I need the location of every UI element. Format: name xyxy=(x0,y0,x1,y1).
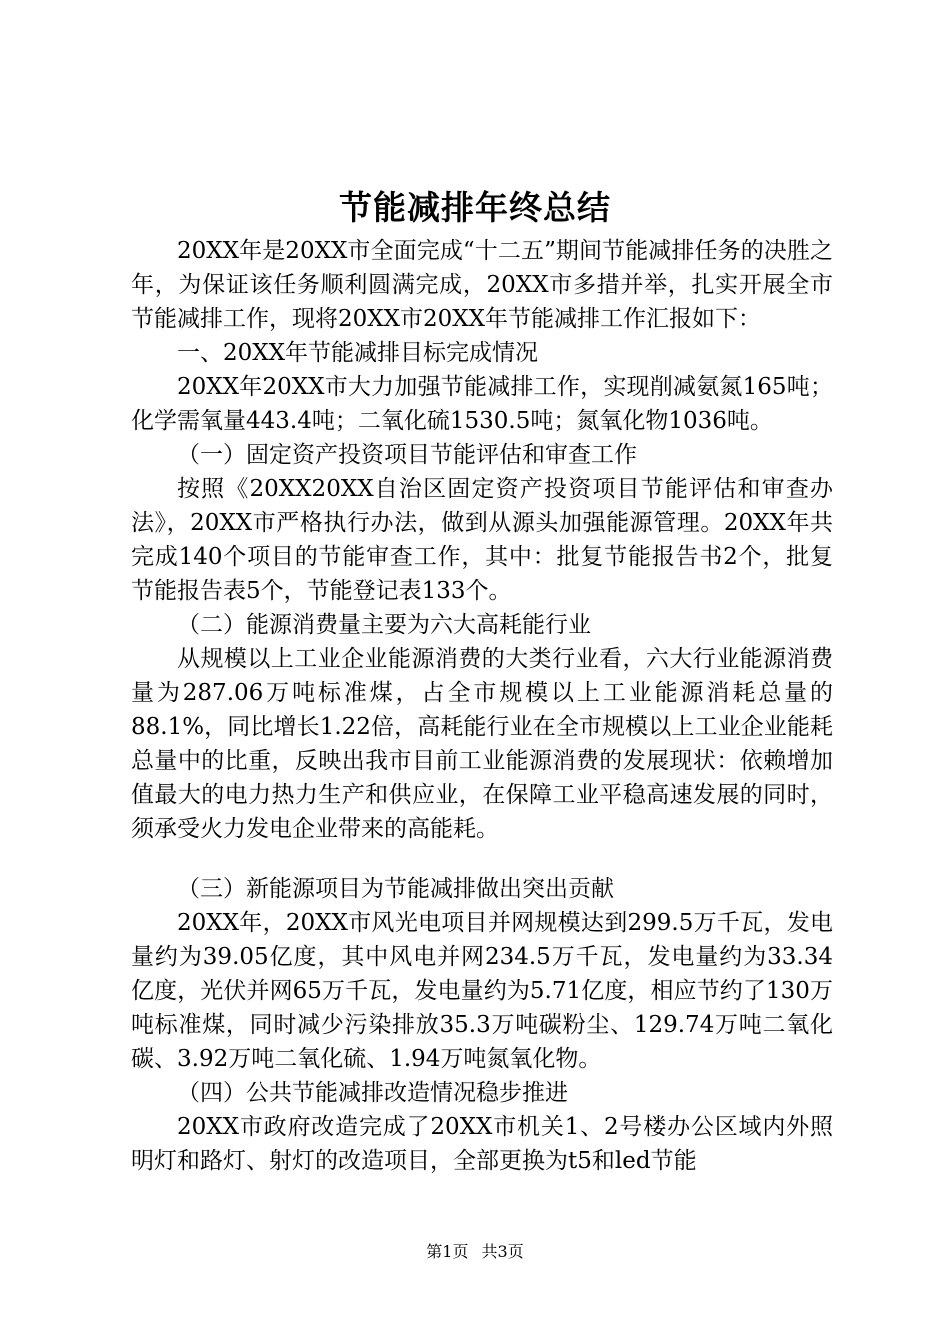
subsection-heading-3: （三）新能源项目为节能减排做出突出贡献 xyxy=(177,876,614,902)
document-title: 节能减排年终总结 xyxy=(339,188,611,227)
subsection-heading-1: （一）固定资产投资项目节能评估和审查工作 xyxy=(177,442,637,468)
paragraph-assessment: 按照《20XX20XX自治区固定资产投资项目节能评估和审查办法》，20XX市严格执行办法，做到从源头加强能源管理。20XX年共完成140个项目的节能审查工作，其中：批复节能报告书2个，批复节能报告表5个，节能登记表133个。 xyxy=(131,476,833,604)
paragraph-intro: 20XX年是20XX市全面完成“十二五”期间节能减排任务的决胜之年，为保证该任务顺利圆满完成，20XX市多措并举，扎实开展全市节能减排工作，现将20XX市20XX年节能减排工作汇报如下： xyxy=(131,238,833,332)
subsection-heading-4: （四）公共节能减排改造情况稳步推进 xyxy=(177,1080,568,1106)
subsection-heading-2: （二）能源消费量主要为六大高耗能行业 xyxy=(177,612,591,638)
section-heading-1: 一、20XX年节能减排目标完成情况 xyxy=(177,340,539,366)
paragraph-energy-consumption: 从规模以上工业企业能源消费的大类行业看，六大行业能源消费量为287.06万吨标准煤，占全市规模以上工业能源消耗总量的88.1%，同比增长1.22倍，高耗能行业在全市规模以上工业企业能耗总量中的比重，反映出我市目前工业能源消费的发展现状：依赖增加值最大的电力热力生产和供应业，在保障工业平稳高速发展的同时，须承受火力发电企业带来的高能耗。 xyxy=(131,646,833,842)
paragraph-public-retrofit: 20XX市政府改造完成了20XX市机关1、2号楼办公区域内外照明灯和路灯、射灯的改造项目，全部更换为t5和led节能 xyxy=(131,1114,833,1174)
document-body xyxy=(131,234,833,1178)
page-number: 第1页 xyxy=(426,1242,469,1261)
page-total: 共3页 xyxy=(481,1242,524,1261)
paragraph-targets: 20XX年20XX市大力加强节能减排工作，实现削减氨氮165吨；化学需氧量443.4吨；二氧化硫1530.5吨；氮氧化物1036吨。 xyxy=(131,374,833,434)
page-footer xyxy=(0,1240,950,1264)
paragraph-new-energy: 20XX年，20XX市风光电项目并网规模达到299.5万千瓦，发电量约为39.05亿度，其中风电并网234.5万千瓦，发电量约为33.34亿度，光伏并网65万千瓦，发电量约为5.71亿度，相应节约了130万吨标准煤，同时减少污染排放35.3万吨碳粉尘、129.74万吨二氧化碳、3.92万吨二氧化硫、1.94万吨氮氧化物。 xyxy=(131,910,833,1072)
